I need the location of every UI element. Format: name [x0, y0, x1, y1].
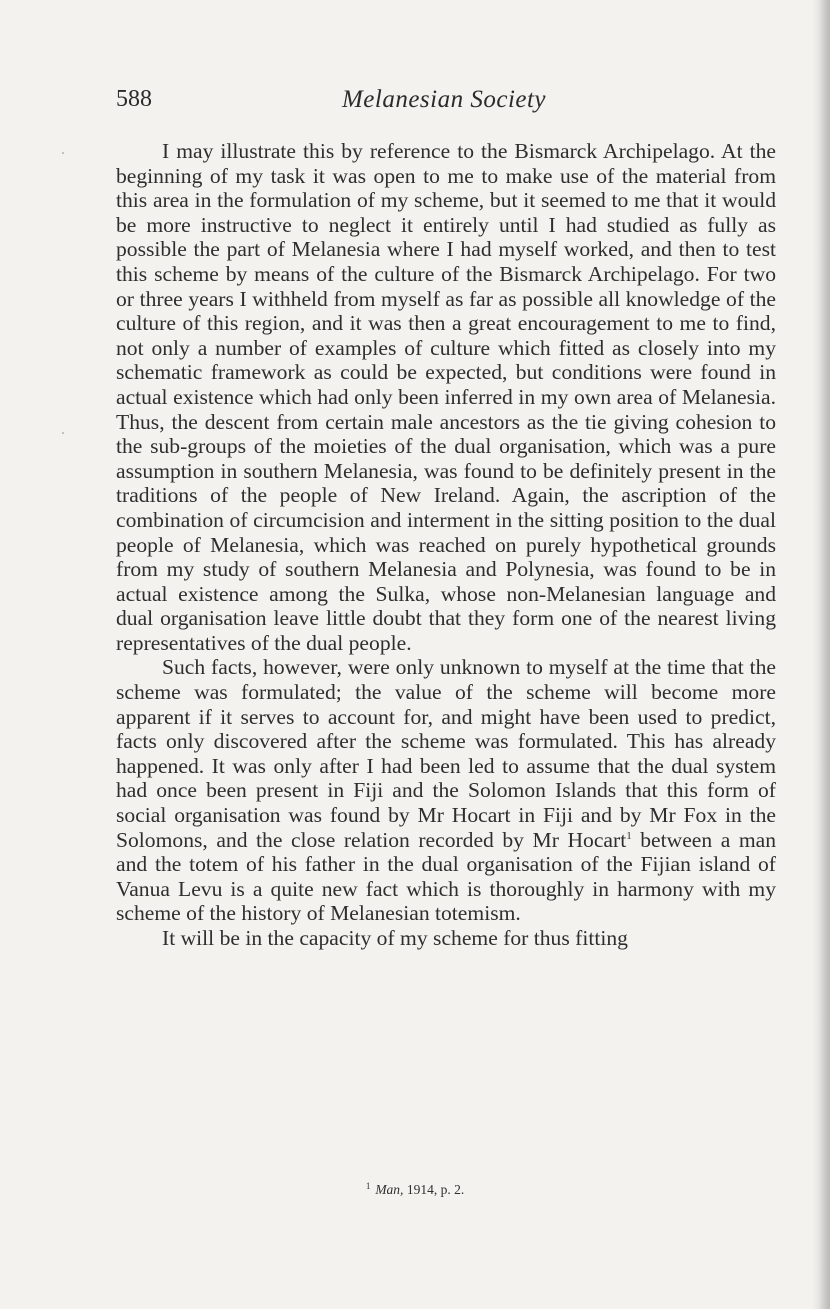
footnote-citation: 1914, p. 2.	[406, 1182, 465, 1197]
paragraph: I may illustrate this by reference to the Bismarck Archipelago. At the beginning of my task it was open to me to make use of the material from this area in the formulation of my scheme, but it seemed to me that it would be more instructive to neglect it entirely until I had studied as fully as possible the part of Melanesia where I had myself worked, and then to test this scheme by means of the culture of the Bismarck Archipelago. For two or three years I withheld from myself as far as possible all knowledge of the culture of this region, and it was then a great encouragement to me to find, not only a number of examples of culture which fitted as closely into my schematic framework as could be expected, but conditions were found in actual existence which had only been inferred in my own area of Melanesia. Thus, the descent from certain male ancestors as the tie giving cohesion to the sub-groups of the moieties of the dual organisation, which was a pure assumption in southern Melanesia, was found to be definitely present in the traditions of the people of New Ireland. Again, the ascription of the combination of circumcision and interment in the sitting position to the dual people of Melanesia, which was reached on purely hypothetical grounds from my study of southern Melanesia and Polynesia, was found to be in actual existence among the Sulka, whose non-Melanesian language and dual organisation leave little doubt that they form one of the nearest living representatives of the dual people.	[116, 139, 776, 655]
page-number: 588	[116, 86, 152, 112]
paper-speck	[62, 432, 64, 434]
footnote-reference: 1	[626, 829, 632, 842]
paragraph: It will be in the capacity of my scheme for thus fitting	[162, 926, 628, 950]
footnote-source: Man,	[375, 1182, 404, 1197]
page-edge-shadow	[812, 0, 830, 1309]
paragraph	[116, 655, 776, 926]
paragraph-text: between a man and the totem of his father in the dual organisation of the Fijian island of Vanua Levu is a quite new fact which is thoroughly in harmony with my scheme of the history of Melanesian totemism.	[116, 827, 777, 926]
footnote-mark: 1	[365, 1181, 371, 1191]
paragraph-text: Such facts, however, were only unknown to myself at the time that the scheme was formulated; the value of the scheme will become more apparent if it serves to account for, and might have been used to predict, facts only discovered after the scheme was formulated. This has already happened. It was only after I had been led to assume that the dual system had once been present in Fiji and the Solomon Islands that this form of social organisation was found by Mr Hocart in Fiji and by Mr Fox in the Solomons, and the close relation recorded by Mr Hocart	[116, 655, 776, 852]
page-header	[116, 86, 772, 118]
running-title: Melanesian Society	[341, 86, 547, 113]
body-text	[116, 139, 776, 951]
paper-speck	[62, 152, 64, 154]
footnote	[0, 1181, 830, 1198]
